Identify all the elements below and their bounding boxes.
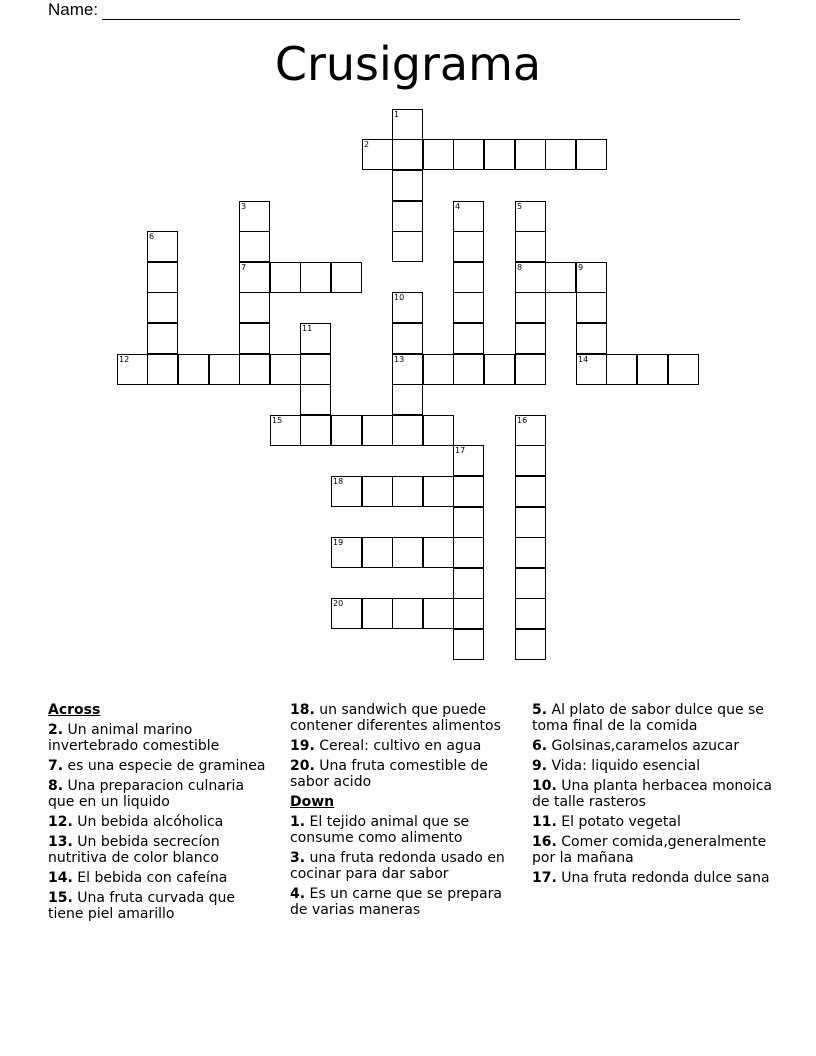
- grid-cell[interactable]: [453, 445, 484, 476]
- clue-number: 15: [272, 416, 283, 425]
- clue-item-number: 10.: [532, 778, 557, 794]
- grid-cell[interactable]: [331, 537, 362, 568]
- grid-cell[interactable]: [423, 598, 454, 629]
- clue-item-number: 20.: [290, 758, 315, 774]
- grid-cell[interactable]: [545, 139, 576, 170]
- grid-cell[interactable]: [515, 476, 546, 507]
- clue-item-number: 5.: [532, 702, 548, 718]
- clue-item-number: 4.: [290, 886, 306, 902]
- grid-cell[interactable]: [117, 354, 148, 385]
- grid-cell[interactable]: [515, 292, 546, 323]
- grid-cell[interactable]: [576, 262, 607, 293]
- grid-cell[interactable]: [270, 262, 301, 293]
- clue-number: 16: [517, 416, 528, 425]
- clue-item-number: 15.: [48, 890, 73, 906]
- grid-cell[interactable]: [209, 354, 240, 385]
- grid-cell[interactable]: [637, 354, 668, 385]
- clue-number: 4: [455, 202, 461, 211]
- clue-item-text: es una especie de graminea: [63, 758, 266, 774]
- clue-item: [532, 758, 772, 774]
- clue-item: [48, 778, 270, 810]
- grid-cell[interactable]: [239, 201, 270, 232]
- grid-cell[interactable]: [300, 415, 331, 446]
- clue-item-text: Vida: liquido esencial: [547, 758, 701, 774]
- clue-item: [532, 834, 772, 866]
- clue-item-text: Comer comida,generalmente por la mañana: [532, 834, 767, 866]
- clue-item: [290, 738, 522, 754]
- grid-cell[interactable]: [392, 415, 423, 446]
- clue-item: [48, 758, 270, 774]
- grid-cell[interactable]: [147, 231, 178, 262]
- clue-item-text: El potato vegetal: [556, 814, 681, 830]
- clue-item-number: 3.: [290, 850, 306, 866]
- clue-item-text: El tejido animal que se consume como alimento: [290, 814, 470, 846]
- grid-cell[interactable]: [453, 201, 484, 232]
- clue-item-number: 6.: [532, 738, 548, 754]
- grid-cell[interactable]: [515, 262, 546, 293]
- clue-item-number: 16.: [532, 834, 557, 850]
- grid-cell[interactable]: [515, 415, 546, 446]
- clue-item-text: una fruta redonda usado en cocinar para dar sabor: [290, 850, 505, 882]
- grid-cell[interactable]: [423, 415, 454, 446]
- grid-cell[interactable]: [147, 354, 178, 385]
- down-heading: Down: [290, 794, 335, 810]
- grid-cell[interactable]: [331, 415, 362, 446]
- clue-item-number: 13.: [48, 834, 73, 850]
- grid-cell[interactable]: [576, 292, 607, 323]
- grid-cell[interactable]: [453, 598, 484, 629]
- grid-cell[interactable]: [331, 476, 362, 507]
- grid-cell[interactable]: [515, 568, 546, 599]
- clue-item: [532, 702, 772, 734]
- grid-cell[interactable]: [239, 323, 270, 354]
- grid-cell[interactable]: [239, 262, 270, 293]
- clue-item-number: 8.: [48, 778, 64, 794]
- grid-cell[interactable]: [270, 415, 301, 446]
- grid-cell[interactable]: [515, 537, 546, 568]
- grid-cell[interactable]: [423, 354, 454, 385]
- clue-item-text: un sandwich que puede contener diferentes alimentos: [290, 702, 501, 734]
- grid-cell[interactable]: [392, 476, 423, 507]
- clue-column-1: [48, 702, 270, 926]
- grid-cell[interactable]: [453, 507, 484, 538]
- grid-cell[interactable]: [362, 537, 393, 568]
- clue-item-text: Al plato de sabor dulce que se toma final de la comida: [532, 702, 764, 734]
- grid-cell[interactable]: [515, 139, 546, 170]
- grid-cell[interactable]: [239, 292, 270, 323]
- grid-cell[interactable]: [668, 354, 699, 385]
- grid-cell[interactable]: [453, 323, 484, 354]
- clue-item-text: Cereal: cultivo en agua: [314, 738, 482, 754]
- grid-cell[interactable]: [453, 629, 484, 660]
- grid-cell[interactable]: [239, 231, 270, 262]
- grid-cell[interactable]: [576, 323, 607, 354]
- clue-number: 9: [578, 263, 584, 272]
- clue-item: [290, 886, 522, 918]
- grid-cell[interactable]: [178, 354, 209, 385]
- clue-number: 2: [364, 140, 370, 149]
- grid-cell[interactable]: [392, 292, 423, 323]
- grid-cell[interactable]: [362, 139, 393, 170]
- clue-item: [290, 850, 522, 882]
- grid-cell[interactable]: [392, 598, 423, 629]
- grid-cell[interactable]: [362, 598, 393, 629]
- grid-cell[interactable]: [300, 354, 331, 385]
- clue-number: 14: [578, 355, 589, 364]
- grid-cell[interactable]: [515, 354, 546, 385]
- grid-cell[interactable]: [392, 354, 423, 385]
- clue-item-number: 18.: [290, 702, 315, 718]
- clue-item-text: Una fruta curvada que tiene piel amarillo: [48, 890, 235, 922]
- grid-cell[interactable]: [515, 445, 546, 476]
- clue-item-number: 1.: [290, 814, 306, 830]
- clue-number: 1: [394, 110, 400, 119]
- page-title: Crusigrama: [274, 37, 542, 91]
- clue-item-text: Una fruta redonda dulce sana: [556, 870, 770, 886]
- grid-cell[interactable]: [147, 262, 178, 293]
- clue-item-number: 14.: [48, 870, 73, 886]
- grid-cell[interactable]: [576, 139, 607, 170]
- grid-cell[interactable]: [453, 568, 484, 599]
- clue-item: [48, 890, 270, 922]
- clue-item-text: Una fruta comestible de sabor acido: [290, 758, 489, 790]
- grid-cell[interactable]: [270, 354, 301, 385]
- grid-cell[interactable]: [300, 323, 331, 354]
- clue-number: 10: [394, 293, 405, 302]
- grid-cell[interactable]: [453, 354, 484, 385]
- clue-item: [48, 834, 270, 866]
- grid-cell[interactable]: [331, 262, 362, 293]
- clue-item: [48, 814, 270, 830]
- clue-item-number: 19.: [290, 738, 315, 754]
- grid-cell[interactable]: [423, 476, 454, 507]
- clue-item-number: 9.: [532, 758, 548, 774]
- clue-number: 5: [517, 202, 523, 211]
- clue-number: 19: [333, 538, 344, 547]
- clue-number: 20: [333, 599, 344, 608]
- clue-column-2: [290, 702, 522, 922]
- across-heading: Across: [48, 702, 101, 718]
- grid-cell[interactable]: [392, 139, 423, 170]
- grid-cell[interactable]: [300, 384, 331, 415]
- grid-cell[interactable]: [515, 507, 546, 538]
- grid-cell[interactable]: [147, 323, 178, 354]
- grid-cell[interactable]: [484, 354, 515, 385]
- clue-number: 7: [241, 263, 247, 272]
- grid-cell[interactable]: [453, 476, 484, 507]
- clue-item: [290, 702, 522, 734]
- grid-cell[interactable]: [239, 354, 270, 385]
- grid-cell[interactable]: [423, 537, 454, 568]
- clue-item: [532, 778, 772, 810]
- grid-cell[interactable]: [392, 231, 423, 262]
- clue-column-3: [532, 702, 772, 890]
- grid-cell[interactable]: [300, 262, 331, 293]
- clue-item-text: El bebida con cafeína: [72, 870, 228, 886]
- clue-item: [290, 814, 522, 846]
- grid-cell[interactable]: [392, 384, 423, 415]
- name-label: Name:: [48, 0, 99, 19]
- clue-item: [532, 814, 772, 830]
- clue-number: 6: [149, 232, 155, 241]
- clue-item-text: Golsinas,caramelos azucar: [547, 738, 740, 754]
- grid-cell[interactable]: [515, 629, 546, 660]
- clue-item-number: 17.: [532, 870, 557, 886]
- grid-cell[interactable]: [515, 201, 546, 232]
- grid-cell[interactable]: [515, 323, 546, 354]
- grid-cell[interactable]: [392, 323, 423, 354]
- clue-item-text: Una planta herbacea monoica de talle rasteros: [532, 778, 773, 810]
- clue-number: 8: [517, 263, 523, 272]
- grid-cell[interactable]: [331, 598, 362, 629]
- clue-item-number: 12.: [48, 814, 73, 830]
- grid-cell[interactable]: [147, 292, 178, 323]
- clue-number: 12: [119, 355, 130, 364]
- clue-item-text: Un animal marino invertebrado comestible: [48, 722, 220, 754]
- grid-cell[interactable]: [484, 139, 515, 170]
- grid-cell[interactable]: [423, 139, 454, 170]
- clue-item: [532, 738, 772, 754]
- clue-number: 18: [333, 477, 344, 486]
- grid-cell[interactable]: [453, 262, 484, 293]
- clue-number: 13: [394, 355, 405, 364]
- grid-cell[interactable]: [392, 109, 423, 140]
- grid-cell[interactable]: [515, 598, 546, 629]
- grid-cell[interactable]: [576, 354, 607, 385]
- clue-item: [48, 870, 270, 886]
- grid-cell[interactable]: [606, 354, 637, 385]
- grid-cell[interactable]: [392, 537, 423, 568]
- clue-number: 17: [455, 446, 466, 455]
- clue-item-text: Una preparacion culnaria que en un liquido: [48, 778, 245, 810]
- grid-cell[interactable]: [453, 537, 484, 568]
- clue-item-number: 11.: [532, 814, 557, 830]
- clue-item: [290, 758, 522, 790]
- grid-cell[interactable]: [392, 170, 423, 201]
- clue-item-text: Es un carne que se prepara de varias maneras: [290, 886, 502, 918]
- grid-cell[interactable]: [545, 262, 576, 293]
- grid-cell[interactable]: [453, 231, 484, 262]
- clue-item-number: 2.: [48, 722, 64, 738]
- clue-number: 11: [302, 324, 313, 333]
- clue-item-text: Un bebida secrecíon nutritiva de color blanco: [48, 834, 220, 866]
- clue-item: [48, 722, 270, 754]
- grid-cell[interactable]: [362, 415, 393, 446]
- clue-item: [532, 870, 772, 886]
- grid-cell[interactable]: [453, 139, 484, 170]
- grid-cell[interactable]: [362, 476, 393, 507]
- clue-item-text: Un bebida alcóholica: [72, 814, 224, 830]
- grid-cell[interactable]: [392, 201, 423, 232]
- clue-number: 3: [241, 202, 247, 211]
- clue-item-number: 7.: [48, 758, 64, 774]
- grid-cell[interactable]: [453, 292, 484, 323]
- grid-cell[interactable]: [515, 231, 546, 262]
